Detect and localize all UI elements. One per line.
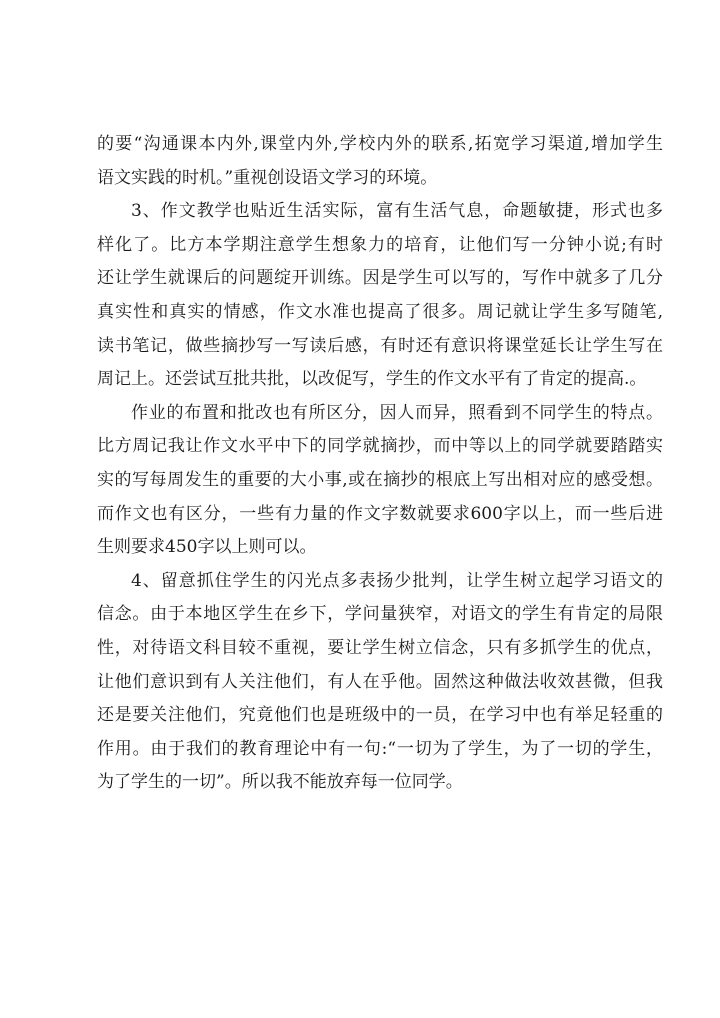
paragraph-2 — [97, 195, 663, 397]
text-line: 3、作文教学也贴近生活实际，富有生活气息，命题敏捷，形式也多 — [131, 201, 663, 222]
text-line: 读书笔记，做些摘抄写一写读后感，有时还有意识将课堂延长让学生写在 — [97, 335, 663, 356]
text-line: 还是要关注他们，究竟他们也是班级中的一员，在学习中也有举足轻重的 — [97, 705, 663, 726]
text-line: 生则要求450字以上则可以。 — [97, 537, 317, 558]
text-line: 还让学生就课后的问题绽开训练。因是学生可以写的，写作中就多了几分 — [97, 268, 663, 289]
document-body — [97, 128, 663, 800]
text-line: 为了学生的一切”。所以我不能放弃每一位同学。 — [97, 772, 463, 793]
text-line: 让他们意识到有人关注他们，有人在乎他。固然这种做法收效甚微，但我 — [97, 671, 663, 692]
paragraph-3 — [97, 397, 663, 565]
text-line: 样化了。比方本学期注意学生想象力的培育，让他们写一分钟小说;有时 — [97, 234, 663, 255]
text-line: 实的写每周发生的重要的大小事,或在摘抄的根底上写出相对应的感受想。 — [97, 469, 663, 490]
text-line: 语文实践的时机。”重视创设语文学习的环境。 — [97, 167, 438, 188]
text-line: 4、留意抓住学生的闪光点多表扬少批判，让学生树立起学习语文的 — [131, 570, 663, 591]
text-line: 的要“沟通课本内外,课堂内外,学校内外的联系,拓宽学习渠道,增加学生 — [97, 134, 663, 154]
text-line: 作业的布置和批改也有所区分，因人而异，照看到不同学生的特点。 — [131, 402, 663, 423]
paragraph-4 — [97, 565, 663, 800]
text-line: 作用。由于我们的教育理论中有一句:“一切为了学生，为了一切的学生， — [97, 738, 663, 759]
text-line: 而作文也有区分，一些有力量的作文字数就要求600字以上，而一些后进 — [97, 503, 663, 524]
text-line: 性，对待语文科目较不重视，要让学生树立信念，只有多抓学生的优点， — [97, 637, 663, 658]
text-line: 周记上。还尝试互批共批，以改促写，学生的作文水平有了肯定的提高.。 — [97, 369, 647, 390]
paragraph-1 — [97, 128, 663, 195]
text-line: 比方周记我让作文水平中下的同学就摘抄，而中等以上的同学就要踏踏实 — [97, 436, 663, 457]
text-line: 真实性和真实的情感，作文水准也提高了很多。周记就让学生多写随笔, — [97, 301, 663, 322]
text-line: 信念。由于本地区学生在乡下，学问量狭窄，对语文的学生有肯定的局限 — [97, 604, 663, 625]
